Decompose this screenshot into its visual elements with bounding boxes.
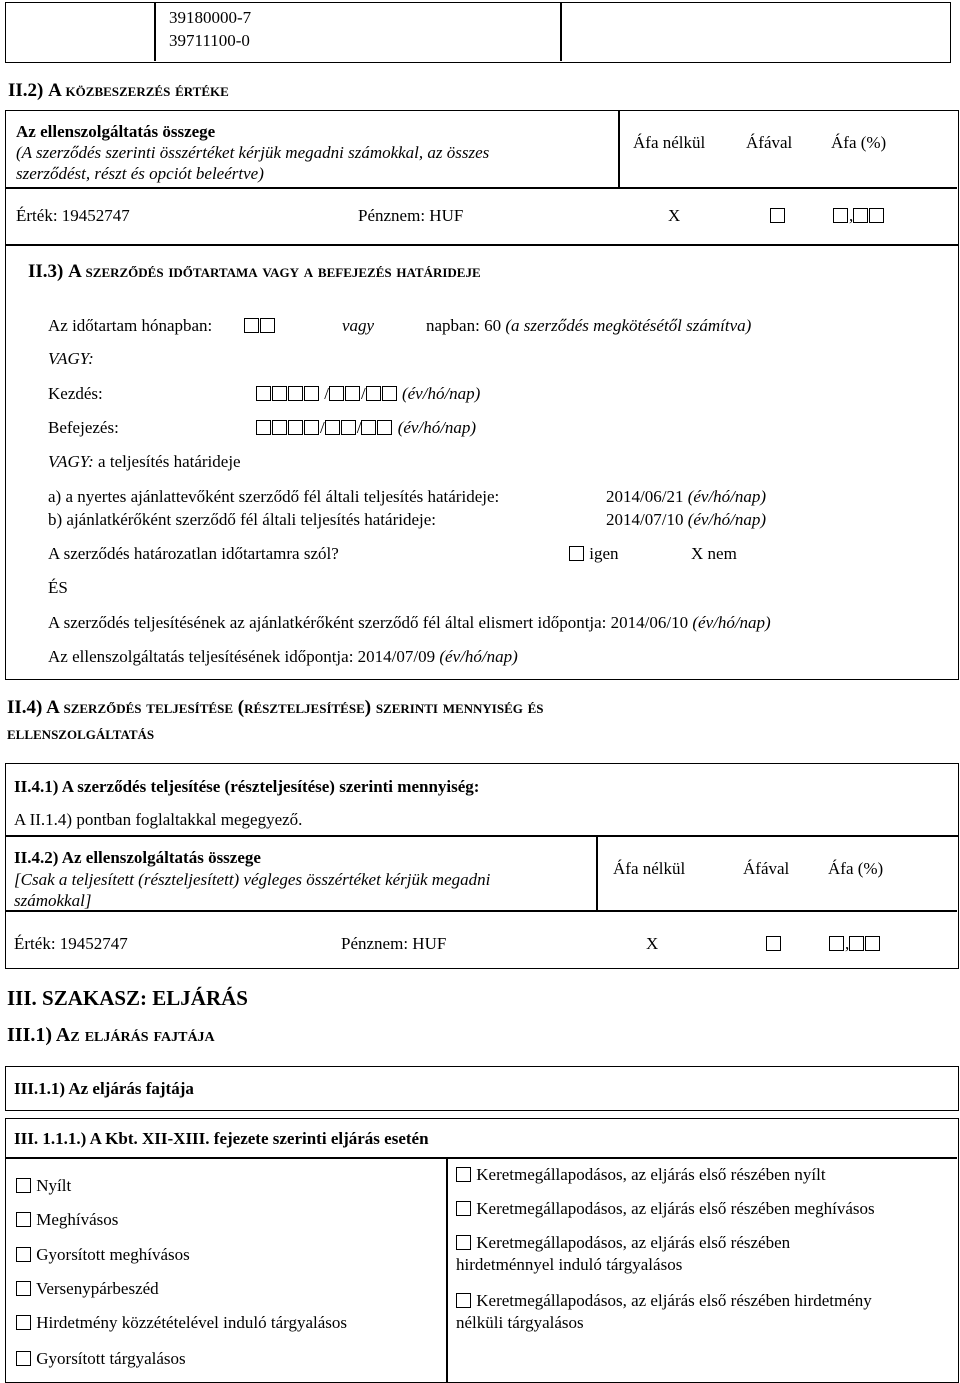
and-label: ÉS (48, 578, 68, 597)
quantity-title: II.4.1) A szerződés teljesítése (részteljesítése) szerinti mennyiség: (14, 777, 480, 796)
deadline-a-label: a) a nyertes ajánlattevőként szerződő fél általi teljesítés határideje: (48, 487, 500, 506)
value-label: Az ellenszolgáltatás összege (16, 122, 216, 141)
procedure-kbt-box (5, 1118, 959, 1383)
option-open[interactable]: Nyílt (16, 1176, 71, 1196)
duration-months-label: Az időtartam hónapban: (48, 316, 213, 335)
final-value-currency: Pénznem: HUF (341, 934, 447, 953)
duration-box (5, 245, 959, 680)
recognized-date: A szerződés teljesítésének az ajánlatkérőként szerződő fél által elismert időpontja: 2014/06/10 (év/hó/nap) (48, 613, 771, 632)
duration-days: napban: 60 (a szerződés megkötésétől számítva) (426, 316, 752, 335)
section-ii4-heading-line1: II.4) A szerződés teljesítése (részteljesítése) szerinti mennyiség és (7, 697, 544, 718)
deadline-a-value: 2014/06/21 (év/hó/nap) (606, 487, 767, 506)
end-date-boxes[interactable]: / / (év/hó/nap) (256, 418, 476, 438)
option-negotiated-with-notice[interactable]: Hirdetmény közzétételével induló tárgyalásos (16, 1313, 347, 1333)
section-iii-title: III. SZAKASZ: ELJÁRÁS (7, 986, 248, 1010)
contract-value-box (5, 110, 959, 245)
deadline-b-value: 2014/07/10 (év/hó/nap) (606, 510, 767, 529)
col-without-vat-2: Áfa nélkül (613, 859, 686, 878)
cpv-code-1: 39180000-7 (169, 8, 252, 27)
option-framework-negotiated-notice[interactable]: Keretmegállapodásos, az eljárás első részében (456, 1233, 790, 1253)
col-vat-percent-2: Áfa (%) (828, 859, 884, 878)
start-label: Kezdés: (48, 384, 103, 403)
option-framework-negotiated-notice-line2: hirdetménnyel induló tárgyalásos (456, 1255, 683, 1274)
or-label-2: VAGY: a teljesítés határideje (48, 452, 241, 471)
section-ii2-heading: II.2) A közbeszerzés értéke (8, 80, 229, 101)
value-currency: Pénznem: HUF (358, 206, 464, 225)
procedure-type-box (5, 1066, 959, 1111)
final-value-note-line1: [Csak a teljesített (részteljesített) végleges összértéket kérjük megadni (14, 870, 491, 889)
quantity-text: A II.1.4) pontban foglaltakkal megegyező. (14, 810, 303, 829)
procedure-kbt-title: III. 1.1.1.) A Kbt. XII-XIII. fejezete szerinti eljárás esetén (14, 1129, 429, 1148)
indefinite-no[interactable]: X nem (691, 544, 737, 563)
col-vat-percent: Áfa (%) (831, 133, 887, 152)
indefinite-yes[interactable]: igen (569, 544, 619, 564)
start-date-boxes[interactable]: / / (év/hó/nap) (256, 384, 480, 404)
value-note-line1: (A szerződés szerinti összértéket kérjük megadni számokkal, az összes (16, 143, 490, 162)
section-iii1-heading: III.1) Az eljárás fajtája (7, 1024, 215, 1046)
quantity-box (5, 763, 959, 836)
option-competitive-dialogue[interactable]: Versenypárbeszéd (16, 1279, 159, 1299)
with-vat-checkbox[interactable] (770, 206, 786, 226)
cpv-code-box (5, 2, 951, 63)
option-framework-negotiated-no-notice-line2: nélküli tárgyalásos (456, 1313, 584, 1332)
or-word: vagy (342, 316, 375, 335)
deadline-b-label: b) ajánlatkérőként szerződő fél általi teljesítés határideje: (48, 510, 436, 529)
duration-months-boxes[interactable] (244, 316, 276, 336)
final-without-vat-mark: X (646, 934, 659, 953)
option-accelerated-restricted[interactable]: Gyorsított meghívásos (16, 1245, 190, 1265)
section-ii3-heading: II.3) A szerződés időtartama vagy a befejezés határideje (28, 261, 481, 282)
final-vat-percent-boxes[interactable]: , (829, 934, 881, 954)
final-value-box (5, 836, 959, 969)
col-with-vat-2: Áfával (743, 859, 790, 878)
indefinite-question: A szerződés határozatlan időtartamra szól? (48, 544, 339, 563)
col-without-vat: Áfa nélkül (633, 133, 706, 152)
section-ii4-heading-line2: ellenszolgáltatás (7, 723, 155, 744)
vat-percent-boxes[interactable]: , (833, 206, 885, 226)
or-label-1: VAGY: (48, 349, 94, 368)
final-value-note-line2: számokkal] (14, 891, 92, 910)
without-vat-mark: X (668, 206, 681, 225)
procedure-type-title: III.1.1) Az eljárás fajtája (14, 1079, 194, 1098)
option-framework-restricted[interactable]: Keretmegállapodásos, az eljárás első részében meghívásos (456, 1199, 875, 1219)
final-value-title: II.4.2) Az ellenszolgáltatás összege (14, 848, 261, 867)
end-label: Befejezés: (48, 418, 119, 437)
value-amount: Érték: 19452747 (16, 206, 130, 225)
option-accelerated-negotiated[interactable]: Gyorsított tárgyalásos (16, 1349, 186, 1369)
option-restricted[interactable]: Meghívásos (16, 1210, 118, 1230)
col-with-vat: Áfával (746, 133, 793, 152)
option-framework-open[interactable]: Keretmegállapodásos, az eljárás első részében nyílt (456, 1165, 826, 1185)
option-framework-negotiated-no-notice[interactable]: Keretmegállapodásos, az eljárás első részében hirdetmény (456, 1291, 872, 1311)
value-note-line2: szerződést, részt és opciót beleértve) (16, 164, 264, 183)
final-with-vat-checkbox[interactable] (766, 934, 782, 954)
payment-date: Az ellenszolgáltatás teljesítésének időpontja: 2014/07/09 (év/hó/nap) (48, 647, 518, 666)
cpv-code-2: 39711100-0 (169, 31, 250, 50)
final-value-amount: Érték: 19452747 (14, 934, 128, 953)
